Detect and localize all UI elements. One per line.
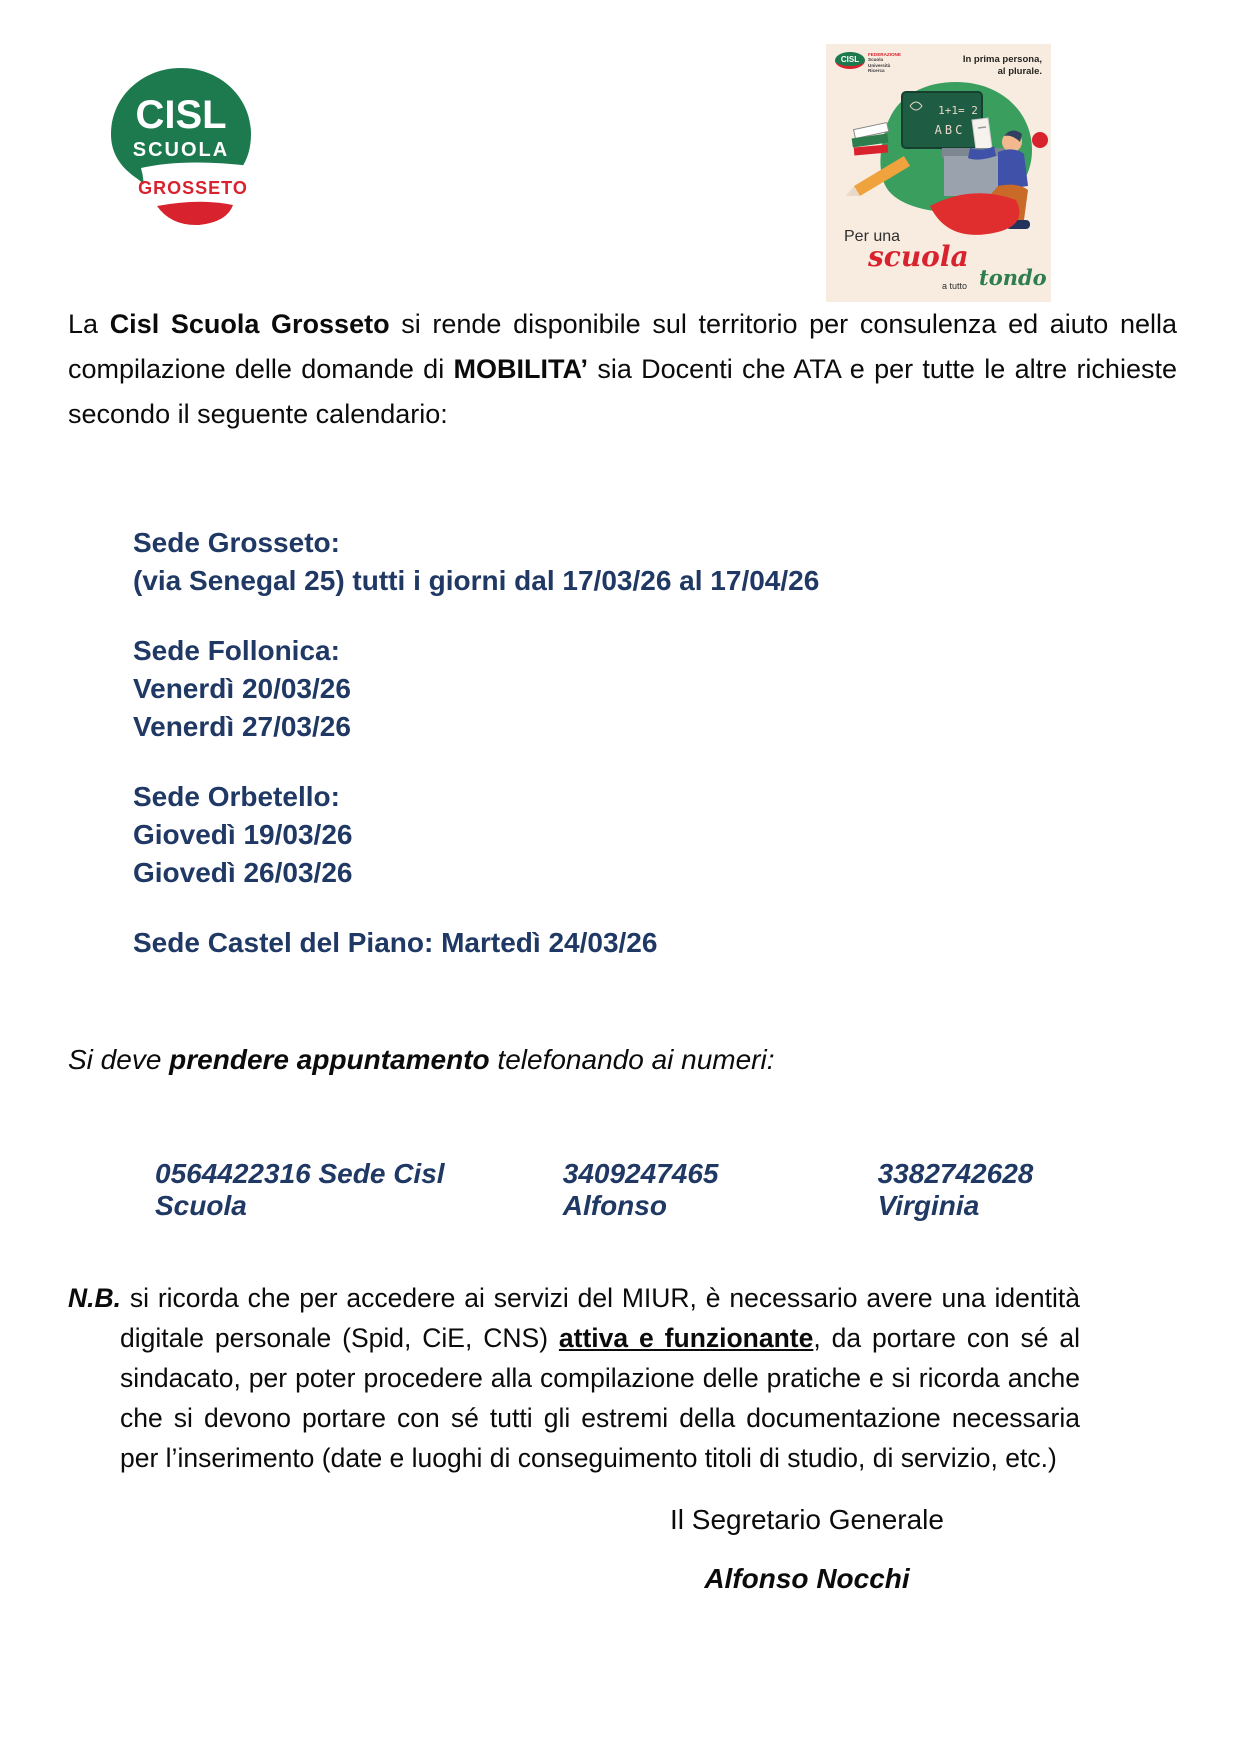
nb-underlined: attiva e funzionante (558, 1323, 814, 1353)
logo-brand-text: CISL (135, 93, 227, 137)
intro-bold-brand: Cisl Scuola Grosseto (109, 309, 390, 339)
schedule-line: Venerdì 27/03/26 (133, 711, 351, 742)
schedule-line: Sede Castel del Piano: Martedì 24/03/26 (133, 927, 658, 958)
schedule-group-follonica (133, 632, 933, 746)
logo-sub-text: SCUOLA (132, 139, 230, 161)
poster-caption-prefix: Per una (844, 228, 901, 245)
phone-numbers-line (155, 1158, 1135, 1222)
cisl-logo-graphic (105, 66, 257, 228)
schedule-line: Giovedì 19/03/26 (133, 819, 353, 850)
schedule-line: Giovedì 26/03/26 (133, 857, 353, 888)
poster-caption-scuola: scuola (868, 240, 969, 273)
schedule-line: Sede Grosseto: (133, 527, 340, 558)
intro-paragraph: La Cisl Scuola Grosseto si rende disponibile sul territorio per consulenza ed aiuto nella compilazione delle domande di MOBILITA’ sia Docenti che ATA e per tutte le altre richieste secondo il seguente calendario: (68, 309, 1177, 429)
apple-icon (1032, 132, 1048, 148)
poster-caption-a-tutto: a tutto (942, 281, 968, 291)
cisl-scuola-grosseto-logo (105, 66, 257, 228)
appointment-bold: prendere appuntamento (169, 1044, 490, 1075)
signature-block (592, 1504, 1022, 1595)
schedule-list (133, 524, 933, 994)
logo-city-text: GROSSETO (138, 178, 248, 198)
schedule-line: Sede Follonica: (133, 635, 340, 666)
chalkboard-abc: ABC (934, 123, 966, 137)
campaign-poster (826, 44, 1051, 302)
poster-caption-tondo: tondo (979, 265, 1047, 290)
schedule-line: (via Senegal 25) tutti i giorni dal 17/03/26 al 17/04/26 (133, 565, 820, 596)
mini-cisl-oval: CISL (835, 52, 865, 69)
schedule-group-orbetello (133, 778, 933, 892)
nb-paragraph: N.B. si ricorda che per accedere ai servizi del MIUR, è necessario avere una identità digitale personale (Spid, CiE, CNS) attiva e funzionante, da portare con sé al sindacato, per poter procedere alla compilazione delle pratiche e si ricorda anche che si devono portare con sé tutti gli estremi della documentazione necessaria per l’inserimento (date e luoghi di conseguimento titoli di studio, di servizio, etc.) (68, 1283, 1080, 1473)
schedule-group-grosseto (133, 524, 933, 600)
phone-sede: 0564422316 Sede Cisl Scuola (155, 1158, 445, 1221)
chalkboard-math: 1+1= 2 (938, 104, 978, 117)
phone-alfonso: 3409247465 Alfonso (562, 1158, 719, 1221)
appointment-note: Si deve prendere appuntamento telefonando ai numeri: (68, 1044, 775, 1075)
nb-label: N.B. (68, 1283, 121, 1313)
schedule-line: Venerdì 20/03/26 (133, 673, 351, 704)
signature-role: Il Segretario Generale (670, 1504, 944, 1535)
schedule-line: Sede Orbetello: (133, 781, 340, 812)
schedule-group-castel-del-piano (133, 924, 933, 962)
phone-virginia: 3382742628 Virginia (877, 1158, 1034, 1221)
intro-bold-mobilita: MOBILITA’ (453, 354, 589, 384)
mini-logo-caption: FEDERAZIONE Scuola Università Ricerca (868, 52, 901, 73)
poster-tagline: In prima persona, al plurale. (962, 54, 1042, 78)
signature-name: Alfonso Nocchi (704, 1563, 910, 1594)
